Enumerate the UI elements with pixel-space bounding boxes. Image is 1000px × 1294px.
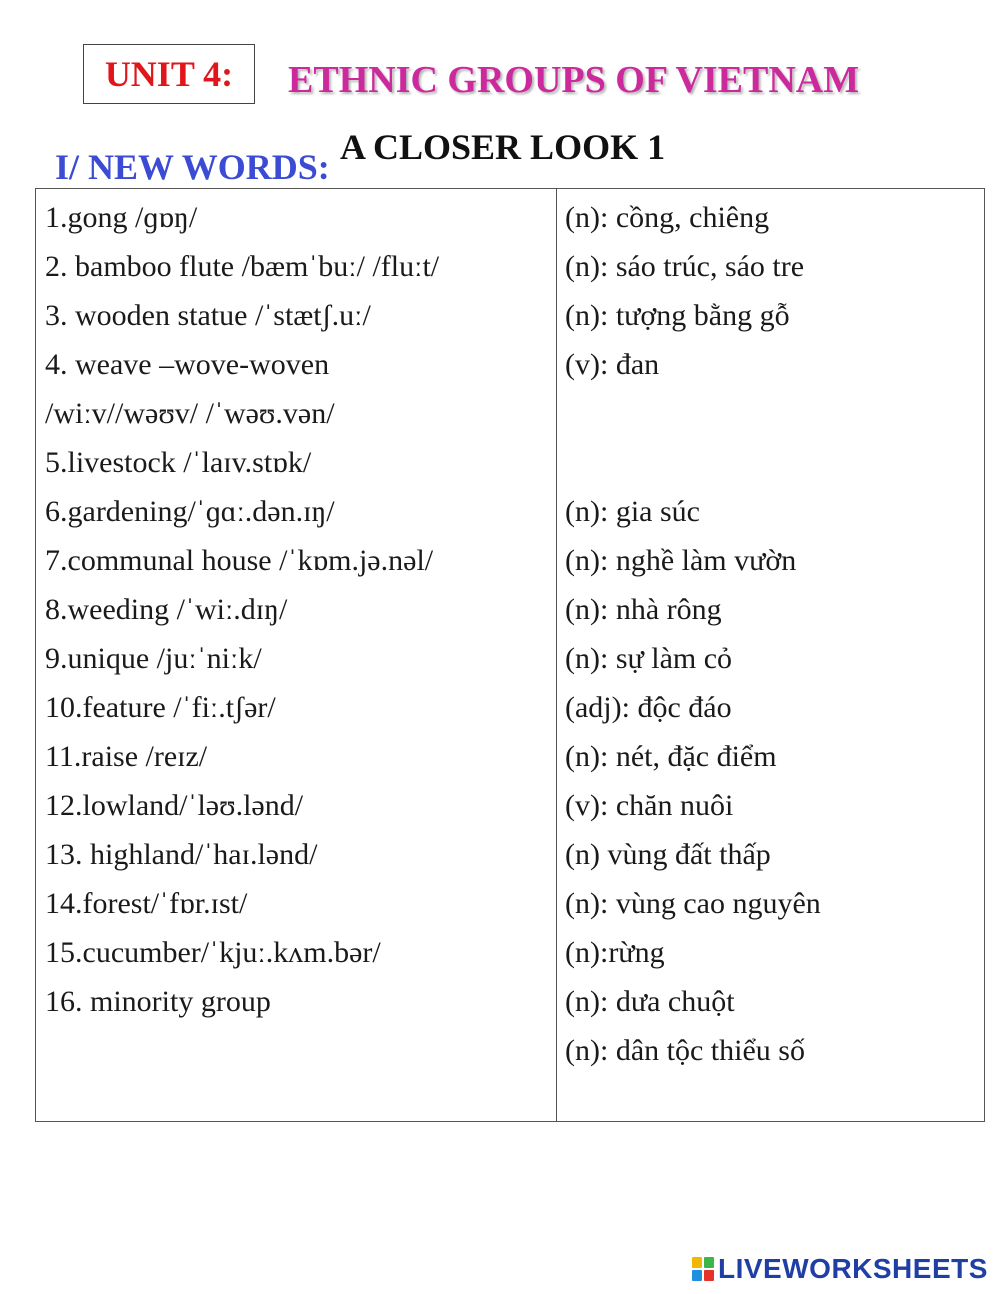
vocab-meaning: (n): dân tộc thiểu số bbox=[565, 1034, 805, 1067]
logo-square bbox=[692, 1270, 702, 1281]
meanings-column bbox=[557, 189, 984, 1121]
vocab-word: 7.communal house /ˈkɒm.jə.nəl/ bbox=[45, 544, 434, 577]
vocab-word: 8.weeding /ˈwiː.dɪŋ/ bbox=[45, 593, 288, 626]
vocab-word: 16. minority group bbox=[45, 985, 271, 1018]
vocab-word: 13. highland/ˈhaɪ.lənd/ bbox=[45, 838, 318, 871]
vocab-meaning: (n): cồng, chiêng bbox=[565, 201, 770, 234]
vocabulary-table bbox=[35, 188, 985, 1122]
vocab-meaning: (n): dưa chuột bbox=[565, 985, 735, 1018]
vocab-meaning: (n):rừng bbox=[565, 936, 665, 969]
unit-label-box bbox=[83, 44, 255, 104]
vocab-meaning: (v): chăn nuôi bbox=[565, 789, 734, 822]
vocab-meaning: (n): vùng cao nguyên bbox=[565, 887, 821, 920]
vocab-word: 10.feature /ˈfiː.tʃər/ bbox=[45, 691, 276, 724]
vocab-meaning: (n): sự làm cỏ bbox=[565, 642, 733, 675]
vocab-word: 4. weave –wove-woven bbox=[45, 348, 330, 381]
logo-square bbox=[704, 1270, 714, 1281]
vocab-meaning bbox=[565, 442, 984, 491]
vocab-meaning: (n) vùng đất thấp bbox=[565, 838, 771, 871]
vocab-meaning: (n): nét, đặc điểm bbox=[565, 740, 777, 773]
vocab-meaning: (n): tượng bằng gỗ bbox=[565, 299, 790, 332]
vocab-word: 6.gardening/ˈɡɑː.dən.ɪŋ/ bbox=[45, 495, 335, 528]
vocab-meaning: (n): nhà rông bbox=[565, 593, 722, 626]
unit-label: UNIT 4: bbox=[104, 54, 234, 94]
vocab-word: 11.raise /reɪz/ bbox=[45, 740, 208, 773]
vocab-meaning: (n): sáo trúc, sáo tre bbox=[565, 250, 805, 283]
vocab-word: 3. wooden statue /ˈstætʃ.uː/ bbox=[45, 299, 371, 332]
vocab-word: 9.unique /juːˈniːk/ bbox=[45, 642, 262, 675]
vocab-word: 2. bamboo flute /bæmˈbuː/ /fluːt/ bbox=[45, 250, 440, 283]
logo-square bbox=[692, 1257, 702, 1268]
lesson-subtitle: A CLOSER LOOK 1 bbox=[340, 127, 666, 167]
vocab-word: 12.lowland/ˈləʊ.lənd/ bbox=[45, 789, 304, 822]
vocab-word: 14.forest/ˈfɒr.ɪst/ bbox=[45, 887, 248, 920]
words-column bbox=[36, 189, 557, 1121]
vocab-meaning: (adj): độc đáo bbox=[565, 691, 732, 724]
vocab-word: 15.cucumber/ˈkjuː.kʌm.bər/ bbox=[45, 936, 381, 969]
section-heading: I/ NEW WORDS: bbox=[55, 147, 330, 187]
vocab-word: 5.livestock /ˈlaɪv.stɒk/ bbox=[45, 446, 312, 479]
vocab-word: 1.gong /ɡɒŋ/ bbox=[45, 201, 198, 234]
vocab-meaning: (n): gia súc bbox=[565, 495, 700, 528]
liveworksheets-logo bbox=[692, 1253, 988, 1285]
vocab-meaning: (n): nghề làm vườn bbox=[565, 544, 797, 577]
logo-square bbox=[704, 1257, 714, 1268]
vocab-meaning: (v): đan bbox=[565, 348, 660, 381]
worksheet-title: ETHNIC GROUPS OF VIETNAM bbox=[288, 59, 860, 101]
liveworksheets-icon bbox=[692, 1257, 714, 1281]
vocab-meaning bbox=[565, 393, 984, 442]
logo-text: LIVEWORKSHEETS bbox=[718, 1253, 988, 1284]
vocab-word: /wiːv//wəʊv/ /ˈwəʊ.vən/ bbox=[45, 397, 335, 430]
